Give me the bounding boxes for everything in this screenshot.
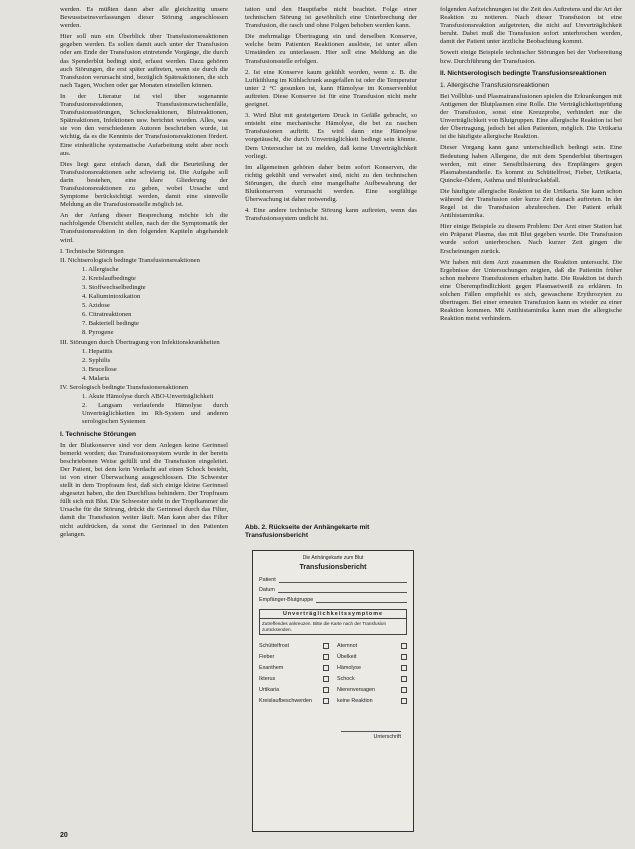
paragraph: An der Anfang dieser Besprechung möchte ich die nachfolgende Übersicht stellen, nach der die Symptomatik der Transfusionsreaktion in den folgenden Kapiteln abgehandelt wird.	[60, 212, 228, 244]
text-column-middle	[245, 6, 417, 526]
symptom-label: Ikterus	[259, 676, 276, 682]
signature-rule	[341, 731, 401, 732]
paragraph: tation und den Hauptfarbe nicht beachtet. Folge einer technischen Störung ist gewöhnlich eine Unterbrechung der Transfusion, die rasch und ohne Folgen behoben werden kann.	[245, 6, 417, 30]
paragraph: folgenden Aufzeichnungen ist die Zeit des Auftretens und die Art der Reaktion zu notieren. Nach dieser Transfusion ist eine Transfusionsreaktion aufgetreten, die nicht auf Unverträglichkeit beruht. Dabei muß die Transfusion sofort unterbrochen werden, damit der Patient unter ärztliche Beobachtung kommt.	[440, 6, 622, 46]
outline-item: 2. Langsam verlaufende Hämolyse durch Unverträglichkeiten im Rh-System und anderen serologischen Systemen	[82, 402, 228, 426]
paragraph: 3. Wird Blut mit gesteigertem Druck in Gefäße gebracht, so entsteht eine mechanische Hämolyse, die bei zu raschen Transfusionen auftritt. Es wird dann eine Hämolyse vorgetäuscht, die durch Unverträglichkeit bedingt sein könnte. Dem Untersucher ist zu melden, daß keine Unverträglichkeit vorliegt.	[245, 112, 417, 160]
outline-item: 5. Azidose	[82, 302, 110, 310]
paragraph: Hier soll nun ein Überblick über Transfusionsreaktionen gegeben werden. Es sollen damit auch unter der Transfusion oder am Ende der Transfusion eintretende Vorgänge, die durch das Spenderblut bedingt sind, erfasst werden. Dazu gehören auch Störungen, die erst später auftreten, wenn sie durch die Transfusion verursacht sind, bezüglich Spätreaktionen, die sich nach Tagen, Wochen oder gar Monaten einstellen können.	[60, 33, 228, 89]
symptom-checkbox-row	[259, 676, 329, 682]
checkbox-square	[323, 698, 329, 704]
outline-item: 3. Brucellose	[82, 365, 117, 373]
outline-item: III. Störungen durch Übertragung von Infektionskrankheiten	[60, 338, 220, 346]
form-note: Zutreffendes ankreuzen. Bitte die Karte nach der Transfusion zurücksenden.	[259, 619, 407, 635]
outline-item: II. Nichtserologisch bedingte Transfusionsreaktionen	[60, 256, 200, 264]
symptom-checkbox-row	[337, 654, 407, 660]
outline-item: 8. Pyrogene	[82, 329, 114, 337]
field-label: Patient	[259, 577, 276, 583]
outline-item: 2. Syphilis	[82, 356, 111, 364]
paragraph: Die häufigste allergische Reaktion ist die Urtikaria. Sie kann schon während der Transfusion oder kurze Zeit danach auftreten. In der Regel ist die Transfusion abzubrechen. Der Patient erhält Antihistaminika.	[440, 187, 622, 220]
paragraph: Hier einige Beispiele zu diesem Problem: Der Arzt einer Station hat ein Präparat Plasma, das mit Blut gegeben wurde. Die Transfusion wurde sofort unterbrochen. Nach kurzer Zeit gingen die Erscheinungen zurück.	[440, 223, 622, 255]
symptom-checkbox-row	[259, 654, 329, 660]
outline-item: 2. Kreislaufbedingte	[82, 274, 136, 282]
checkbox-square	[401, 676, 407, 682]
form-field	[259, 577, 407, 583]
symptom-checkbox-row	[259, 665, 329, 671]
symptom-checkbox-row	[337, 676, 407, 682]
field-label: Empfänger-Blutgruppe	[259, 597, 314, 603]
form-title: Transfusionsbericht	[299, 564, 367, 571]
symptom-label: keine Reaktion	[337, 698, 373, 704]
field-rule	[279, 577, 407, 583]
outline-item: 7. Bakteriell bedingte	[82, 320, 139, 328]
symptoms-band: Unverträglichkeitssymptome	[259, 609, 407, 619]
paragraph: 4. Eine andere technische Störung kann auftreten, wenn das Transfusionssystem undicht ist.	[245, 207, 417, 223]
signature-label: Unterschrift	[373, 734, 401, 740]
text-column-right	[440, 6, 622, 841]
field-rule	[278, 587, 407, 593]
checkbox-square	[323, 654, 329, 660]
checkbox-square	[323, 643, 329, 649]
symptom-label: Fieber	[259, 654, 275, 660]
text-column-left	[60, 6, 228, 826]
paragraph: Im allgemeinen gehören daher beim sofort Konserven, die richtig gekühlt und verwahrt sind, nicht zu den technischen Störungen, die durch eine mangelhafte Aufbewahrung der Blutkonserven verursacht werden. Eine sorgfältige Überwachung ist daher notwendig.	[245, 163, 417, 204]
symptom-label: Urtikaria	[259, 687, 280, 693]
checkbox-square	[401, 654, 407, 660]
outline-item: 3. Stoffwechselbedingte	[82, 284, 146, 291]
symptom-checkbox-row	[337, 698, 407, 704]
symptom-checkbox-row	[259, 687, 329, 693]
checkbox-square	[323, 687, 329, 693]
checkbox-square	[401, 698, 407, 704]
field-label: Datum	[259, 587, 275, 593]
symptom-label: Schock	[337, 676, 355, 682]
paragraph: In der Blutkonserve sind vor dem Anlegen keine Gerinnsel bemerkt worden; das Transfusionssystem wurde in der bereits beschriebenen Weise gefüllt und die Transfusion eingeleitet. Der Patient, bei dem kein Verdacht auf einen Schock besteht, ist von einer Überwachung ausgeschlossen. Die Schwester stellt in dem Tropfraum fest, daß sich einige kleine Gerinnsel abgesetzt haben, die den Durchfluss behindern. Der Tropfraum füllt sich mit Blut. Die Schwester sieht in der Tropfkammer die Ursache für die Störung, drückt die Gerinnsel durch das Filter, damit die Transfusion weiter läuft. Man kann aber das Filter nicht aufdrücken, da sonst die Gerinnsel in den Patienten gelangen.	[60, 441, 228, 538]
checkbox-square	[401, 687, 407, 693]
paragraph: werden. Es müßten dann aber alle gleichzeitig unsere Bewusstseinsverfassungen dieser Störung angeschlossen werden.	[60, 6, 228, 30]
outline-item: 4. Malaria	[82, 374, 110, 382]
paragraph: Dieser Vorgang kann ganz unterschiedlich bedingt sein. Eine Bedeutung haben Allergene, die mit dem Spenderblut übertragen werden, mit einer Sensibilisierung des Empfängers gegen Plasmabestandteile. Es kommt zu Schüttelfrost, Fieber, Urtikaria, Quincke-Ödem, Asthma und Blutdruckabfall.	[440, 144, 622, 184]
paragraph: 2. Ist eine Konserve kaum gekühlt worden, wenn z. B. die Luftkühlung im Kühlschrank ausgefallen ist oder die Temperatur unter 2 °C gesunken ist, kann Hämolyse im Konservenblut auftreten. Diese Konserve ist für eine Transfusion nicht mehr geeignet.	[245, 68, 417, 109]
outline-item: 1. Hepatitis	[82, 347, 113, 355]
form-header: Die Anhängekarte zum Blut	[302, 555, 364, 561]
checkbox-square	[401, 643, 407, 649]
paragraph: Soweit einige Beispiele technischer Störungen bei der Vorbereitung bzw. Durchführung der Transfusion.	[440, 49, 622, 65]
page-number: 20	[60, 832, 68, 839]
checkbox-square	[323, 665, 329, 671]
symptom-label: Nierenversagen	[337, 687, 376, 693]
symptom-label: Übelkeit	[337, 654, 357, 660]
form-field	[259, 597, 407, 603]
symptom-label: Hämolyse	[337, 665, 361, 671]
symptom-checkbox-row	[337, 643, 407, 649]
checkbox-square	[323, 676, 329, 682]
outline-item: 1. Akute Hämolyse durch ABO-Unverträglichkeit	[82, 393, 214, 401]
symptom-checkbox-row	[259, 643, 329, 649]
symptom-checkbox-row	[337, 687, 407, 693]
paragraph: Bei Vollblut- und Plasmatransfusionen spielen die Erkrankungen mit Antigenen der Blutplasmen eine Rolle. Die Verträglichkeitsprüfung der Transfusion, sonst eine Kreuzprobe, verhindert nur die Unverträglichkeit von Blutgruppen. Eine allergische Reaktion ist bei der Übertragung, jedoch bei allen Patienten, möglich. Die Urtikaria ist die häufigste allergische Reaktion.	[440, 92, 622, 141]
symptom-label: Atemnot	[337, 643, 358, 649]
outline-item: 1. Allergische	[82, 265, 119, 273]
signature-area	[259, 728, 407, 740]
symptom-checklist	[259, 643, 407, 704]
symptom-label: Schüttelfrost	[259, 643, 289, 649]
field-rule	[316, 597, 407, 603]
outline-item: I. Technische Störungen	[60, 247, 124, 255]
outline-item: IV. Serologisch bedingte Transfusionsreaktionen	[60, 384, 189, 392]
symptom-checkbox-row	[337, 665, 407, 671]
section-heading: II. Nichtserologisch bedingte Transfusionsreaktionen	[440, 69, 607, 77]
subsection-heading: 1. Allergische Transfusionsreaktionen	[440, 81, 550, 89]
transfusion-report-card	[252, 550, 414, 832]
paragraph: In der Literatur ist viel über sogenannte Transfusionsreaktionen, Transfusionszwischenfälle, Transfusionsstörungen, Schockreaktionen, Blutreaktionen, Spätreaktionen, Infektionen usw. berichtet worden. Alles, was sie von den verschiedenen Autoren beschrieben wurde, ist wichtig, da es die Kenntnis der Transfusionsreaktionen fördert. Eine einheitliche systematische Aufarbeitung steht aber noch aus.	[60, 92, 228, 157]
symptom-label: Kreislaufbeschwerden	[259, 698, 313, 704]
symptom-label: Exanthem	[259, 665, 284, 671]
checkbox-square	[401, 665, 407, 671]
outline-item: 6. Citratreaktionen	[82, 311, 132, 319]
paragraph: Wir haben mit dem Arzt zusammen die Reaktion untersucht. Die Ergebnisse der Untersuchungen zeigten, daß die Patientin früher schon mehrere Transfusionen erhalten hatte. Die Reaktion ist durch eine Überempfindlichkeit gegen Plasmaeiweiß zu erklären. In solchen Fällen empfiehlt es sich, gewaschene Erythrozyten zu übertragen. Bei einer erneuten Transfusion kann es wieder zu einer Reaktion kommen. Mit Antihistaminika kann man die allergische Reaktion meist verhindern.	[440, 258, 622, 323]
outline-item: 4. Kaliumintoxikation	[82, 293, 141, 301]
symptom-checkbox-row	[259, 698, 329, 704]
figure-caption: Abb. 2. Rückseite der Anhängekarte mit Transfusionsbericht	[245, 524, 370, 539]
paragraph: Die mehrmalige Übertragung ein und derselben Konserve, welche beim Patienten Reaktionen auslöste, ist unter allen Umständen zu unterlassen. Hier soll eine Meldung an die Transfusionsstelle erfolgen.	[245, 33, 417, 65]
paragraph: Dies liegt ganz einfach daran, daß die Beurteilung der Transfusionsreaktionen sehr schwierig ist. Die Aufgabe soll darin bestehen, eine klare Gliederung der Transfusionsreaktionen zu geben, wobei Ursache und Symptome berücksichtigt werden, damit eine sinnvolle Meldung an die Transfusionsstelle möglich ist.	[60, 160, 228, 209]
section-heading: I. Technische Störungen	[60, 430, 137, 438]
form-field	[259, 587, 407, 593]
outline-list	[60, 248, 228, 427]
